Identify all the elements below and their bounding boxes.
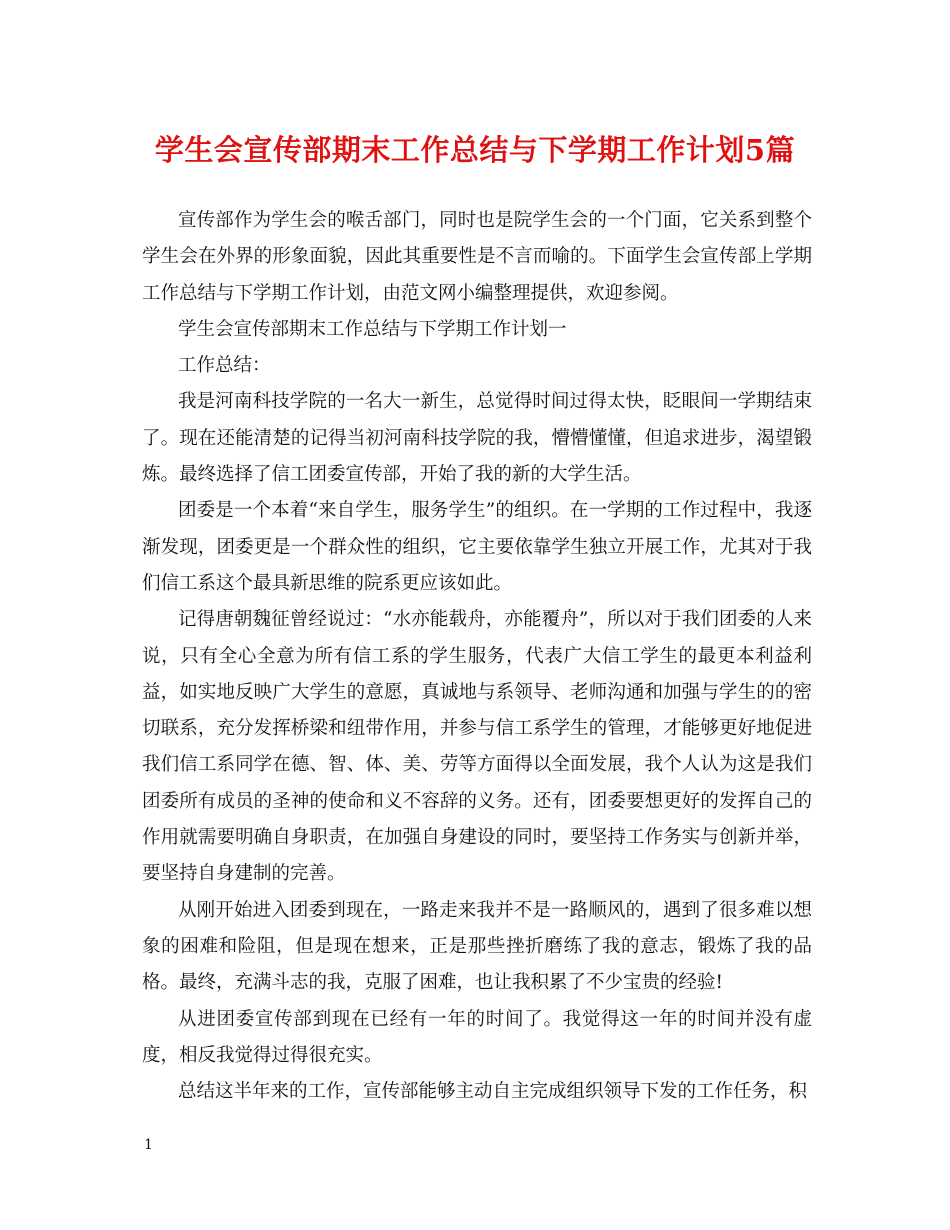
paragraph-intro: 宣传部作为学生会的喉舌部门，同时也是院学生会的一个门面，它关系到整个学生会在外界的形象面貌，因此其重要性是不言而喻的。下面学生会宣传部上学期工作总结与下学期工作计划，由范文网小编整理提供，欢迎参阅。	[142, 210, 812, 304]
document-body	[142, 203, 812, 1110]
page-number: 1	[144, 1137, 153, 1153]
paragraph-summary-label: 工作总结：	[178, 355, 271, 377]
paragraph-experience: 从刚开始进入团委到现在，一路走来我并不是一路顺风的，遇到了很多难以想象的困难和险阻，但是现在想来，正是那些挫折磨练了我的意志，锻炼了我的品格。最终，充满斗志的我，克服了困难，也让我积累了不少宝贵的经验!	[142, 899, 812, 994]
paragraph-organization: 团委是一个本着“来自学生，服务学生”的组织。在一学期的工作过程中，我逐渐发现，团委更是一个群众性的组织，它主要依靠学生独立开展工作，尤其对于我们信工系这个最具新思维的院系更应该如此。	[142, 500, 812, 594]
paragraph-one-year: 从进团委宣传部到现在已经有一年的时间了。我觉得这一年的时间并没有虚度，相反我觉得过得很充实。	[142, 1008, 812, 1066]
document-title: 学生会宣传部期末工作总结与下学期工作计划5篇	[154, 133, 796, 167]
paragraph-self-intro: 我是河南科技学院的一名大一新生，总觉得时间过得太快，眨眼间一学期结束了。现在还能清楚的记得当初河南科技学院的我，懵懵懂懂，但追求进步，渴望锻炼。最终选择了信工团委宣传部，开始了我的新的大学生活。	[142, 391, 812, 486]
paragraph-conclusion: 总结这半年来的工作，宣传部能够主动自主完成组织领导下发的工作任务，积	[178, 1081, 808, 1103]
paragraph-mission: 记得唐朝魏征曾经说过：“水亦能载舟，亦能覆舟”，所以对于我们团委的人来说，只有全心全意为所有信工系的学生服务，代表广大信工学生的最更本利益利益，如实地反映广大学生的意愿，真诚地与系领导、老师沟通和加强与学生的的密切联系，充分发挥桥梁和纽带作用，并参与信工系学生的管理，才能够更好地促进我们信工系同学在德、智、体、美、劳等方面得以全面发展，我个人认为这是我们团委所有成员的圣神的使命和义不容辞的义务。还有，团委要想更好的发挥自己的作用就需要明确自身职责，在加强自身建设的同时，要坚持工作务实与创新并举，要坚持自身建制的完善。	[142, 609, 812, 885]
paragraph-section-heading: 学生会宣传部期末工作总结与下学期工作计划一	[178, 318, 567, 340]
